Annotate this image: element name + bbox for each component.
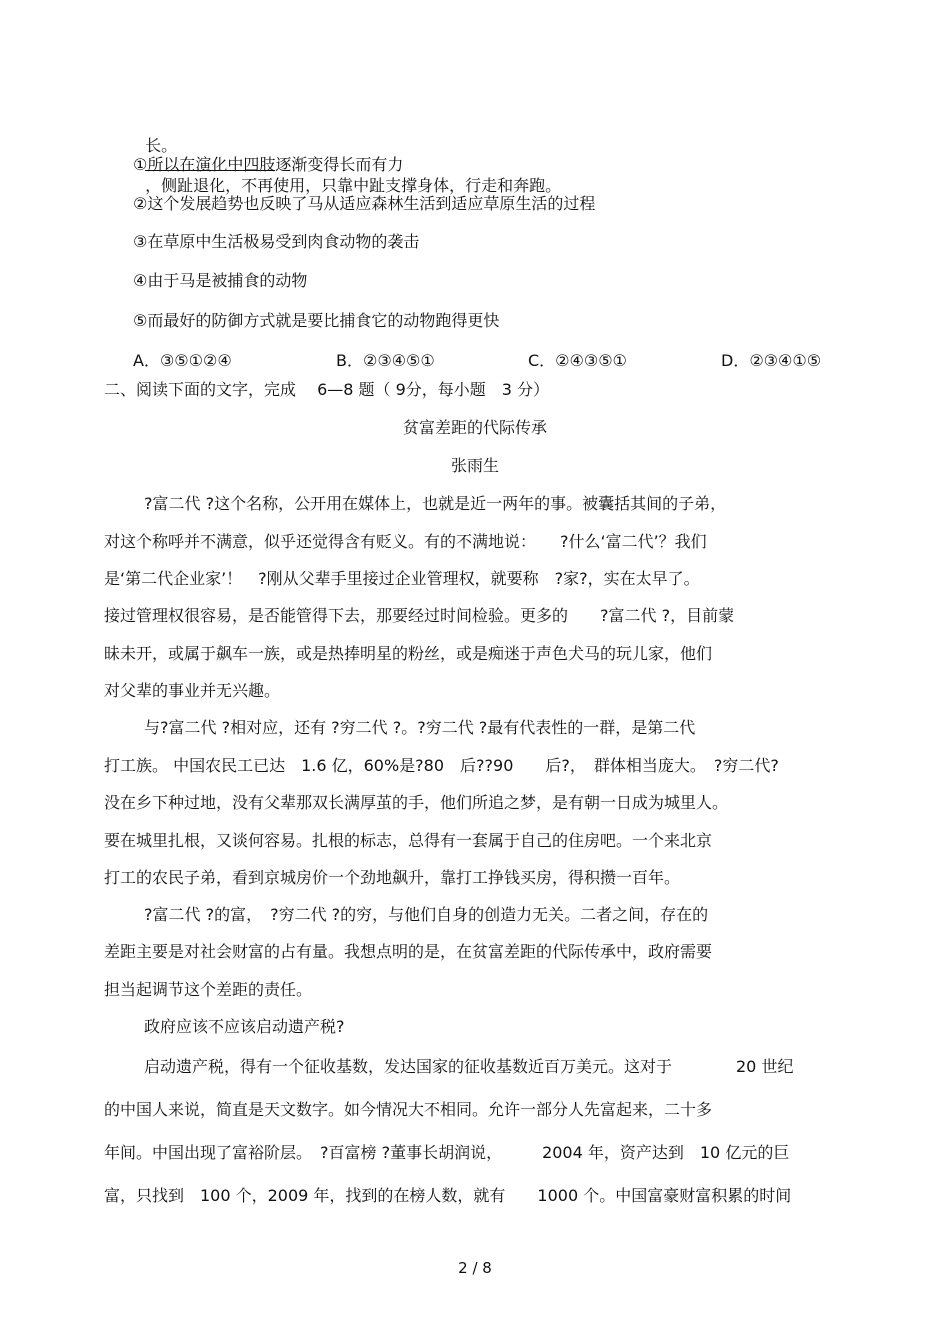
para-line: 打工族。 中国农民工已达 1.6 亿，60%是?80 后??90 后?， 群体相当庞大。 ?穷二代? xyxy=(104,756,779,775)
para-line: 富，只找到 100 个，2009 年，找到的在榜人数，就有 1000 个。中国富豪财富积累的时间 xyxy=(104,1186,792,1205)
para-line: ?富二代 ?这个名称，公开用在媒体上，也就是近一两年的事。被囊括其间的子弟， xyxy=(144,494,727,513)
page-number: 2 / 8 xyxy=(458,1259,492,1277)
article-author: 张雨生 xyxy=(450,456,499,475)
para-line: 打工的农民子弟，看到京城房价一个劲地飙升，靠打工挣钱买房，得积攒一百年。 xyxy=(104,868,681,887)
q5-item-5: ⑤而最好的防御方式就是要比捕食它的动物跑得更快 xyxy=(133,311,500,330)
article-title: 贫富差距的代际传承 xyxy=(402,418,547,437)
q5-item-3: ③在草原中生活极易受到肉食动物的袭击 xyxy=(133,232,420,251)
q5-lead-suffix: ，侧趾退化，不再使用，只靠中趾支撑身体，行走和奔跑。 xyxy=(145,176,562,195)
q5-item-4: ④由于马是被捕食的动物 xyxy=(133,271,308,290)
para-line: 年间。中国出现了富裕阶层。 ?百富榜 ?董事长胡润说， 2004 年，资产达到 10 亿元的巨 xyxy=(104,1143,790,1162)
para-line: ?富二代 ?的富， ?穷二代 ?的穷，与他们自身的创造力无关。二者之间，存在的 xyxy=(144,905,709,924)
option-d[interactable]: D．②③④①⑤ xyxy=(721,351,822,370)
option-a[interactable]: A．③⑤①②④ xyxy=(133,351,232,370)
option-b[interactable]: B．②③④⑤① xyxy=(336,351,435,370)
para-line: 对这个称呼并不满意，似乎还觉得含有贬义。有的不满地说： ?什么‘富二代’？我们 xyxy=(104,532,707,551)
para-line: 启动遗产税，得有一个征收基数，发达国家的征收基数近百万美元。这对于 20 世纪 xyxy=(144,1057,794,1076)
option-c[interactable]: C．②④③⑤① xyxy=(528,351,627,370)
q5-lead-prefix: 长。 xyxy=(145,136,178,155)
para-line: 的中国人来说，简直是天文数字。如今情况大不相同。允许一部分人先富起来，二十多 xyxy=(104,1100,713,1119)
para-line: 与?富二代 ?相对应，还有 ?穷二代 ?。?穷二代 ?最有代表性的一群，是第二代 xyxy=(144,718,696,737)
para-line: 接过管理权很容易，是否能管得下去，那要经过时间检验。更多的 ?富二代 ?，目前蒙 xyxy=(104,606,735,625)
para-line: 对父辈的事业并无兴趣。 xyxy=(104,681,281,700)
para-line: 担当起调节这个差距的责任。 xyxy=(104,980,313,999)
para-line: 昧未开，或属于飙车一族，或是热捧明星的粉丝，或是痴迷于声色犬马的玩儿家，他们 xyxy=(104,644,713,663)
section-heading: 二、阅读下面的文字，完成 6—8 题（ 9分，每小题 3 分） xyxy=(104,380,550,399)
q5-item-1: ①所以在演化中四肢逐渐变得长而有力 xyxy=(133,155,404,174)
q5-item-2: ②这个发展趋势也反映了马从适应森林生活到适应草原生活的过程 xyxy=(133,194,596,213)
para-line: 是‘第二代企业家’！ ?刚从父辈手里接过企业管理权，就要称 ?家?，实在太早了。 xyxy=(104,569,700,588)
para-line: 要在城里扎根，又谈何容易。扎根的标志，总得有一套属于自己的住房吧。一个来北京 xyxy=(104,831,713,850)
para-line: 没在乡下种过地，没有父辈那双长满厚茧的手，他们所追之梦，是有朝一日成为城里人。 xyxy=(104,793,729,812)
para-line: 政府应该不应该启动遗产税? xyxy=(144,1017,345,1036)
para-line: 差距主要是对社会财富的占有量。我想点明的是，在贫富差距的代际传承中，政府需要 xyxy=(104,942,713,961)
